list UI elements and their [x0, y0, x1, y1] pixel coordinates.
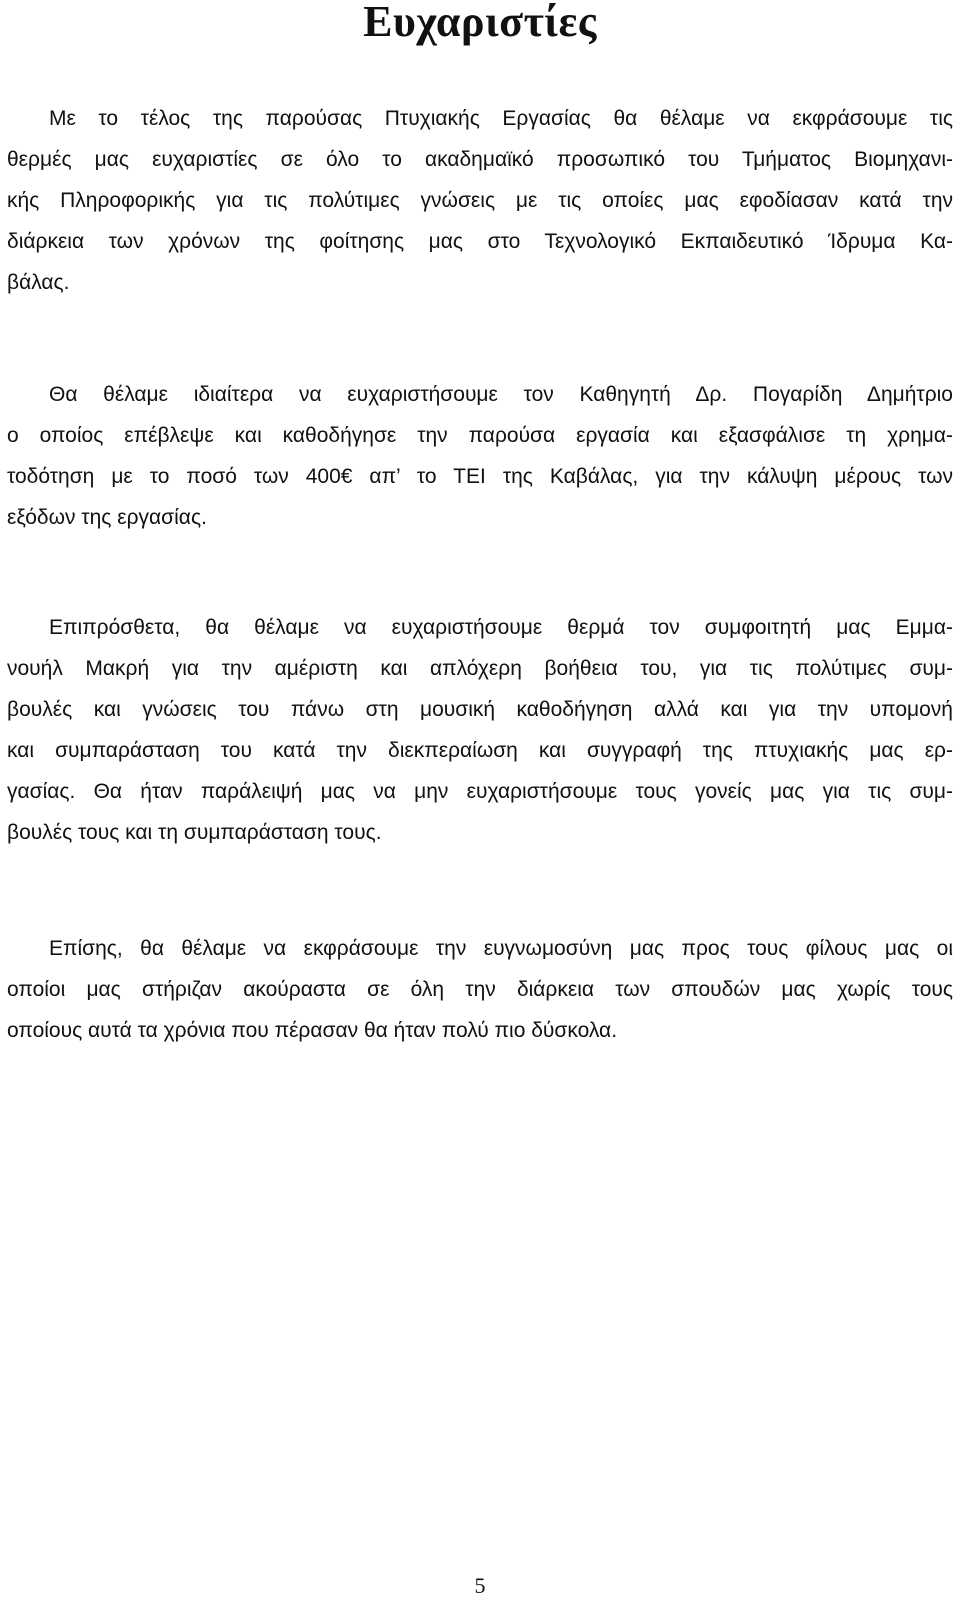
paragraph-2: [7, 374, 953, 538]
page-title: Ευχαριστίες: [363, 0, 597, 46]
text-line: Με το τέλος της παρούσας Πτυχιακής Εργασίας θα θέλαμε να εκφράσουμε τις: [49, 107, 953, 130]
text-line: Επίσης, θα θέλαμε να εκφράσουμε την ευγνωμοσύνη μας προς τους φίλους μας οι: [49, 937, 953, 960]
paragraph-3: [7, 607, 953, 853]
text-line: τοδότηση με το ποσό των 400€ απ’ το ΤΕΙ της Καβάλας, για την κάλυψη μέρους των: [7, 465, 953, 488]
paragraph-1: [7, 98, 953, 303]
page-number: 5: [474, 1573, 486, 1598]
paragraph-4: [7, 928, 953, 1051]
text-line: νουήλ Μακρή για την αμέριστη και απλόχερη βοήθεια του, για τις πολύτιμες συμ-: [7, 657, 953, 680]
text-line: γασίας. Θα ήταν παράλειψή μας να μην ευχαριστήσουμε τους γονείς μας για τις συμ-: [7, 780, 953, 803]
text-line: και συμπαράσταση του κατά την διεκπεραίωση και συγγραφή της πτυχιακής μας ερ-: [7, 739, 953, 762]
text-line: εξόδων της εργασίας.: [7, 506, 207, 529]
text-line: ο οποίος επέβλεψε και καθοδήγησε την παρούσα εργασία και εξασφάλισε τη χρημα-: [7, 424, 953, 447]
text-line: Επιπρόσθετα, θα θέλαμε να ευχαριστήσουμε θερμά τον συμφοιτητή μας Εμμα-: [49, 616, 953, 639]
text-line: οποίοι μας στήριζαν ακούραστα σε όλη την διάρκεια των σπουδών μας χωρίς τους: [7, 978, 953, 1001]
text-line: βάλας.: [7, 271, 70, 294]
text-line: Θα θέλαμε ιδιαίτερα να ευχαριστήσουμε τον Καθηγητή Δρ. Πογαρίδη Δημήτριο: [49, 383, 953, 406]
text-line: κής Πληροφορικής για τις πολύτιμες γνώσεις με τις οποίες μας εφοδίασαν κατά την: [7, 189, 953, 212]
text-line: βουλές τους και τη συμπαράσταση τους.: [7, 821, 382, 844]
text-line: βουλές και γνώσεις του πάνω στη μουσική καθοδήγηση αλλά και για την υπομονή: [7, 698, 953, 721]
text-line: οποίους αυτά τα χρόνια που πέρασαν θα ήταν πολύ πιο δύσκολα.: [7, 1019, 618, 1042]
text-line: θερμές μας ευχαριστίες σε όλο το ακαδημαϊκό προσωπικό του Τμήματος Βιομηχανι-: [7, 148, 953, 171]
text-line: διάρκεια των χρόνων της φοίτησης μας στο Τεχνολογικό Εκπαιδευτικό Ίδρυμα Κα-: [7, 230, 953, 253]
